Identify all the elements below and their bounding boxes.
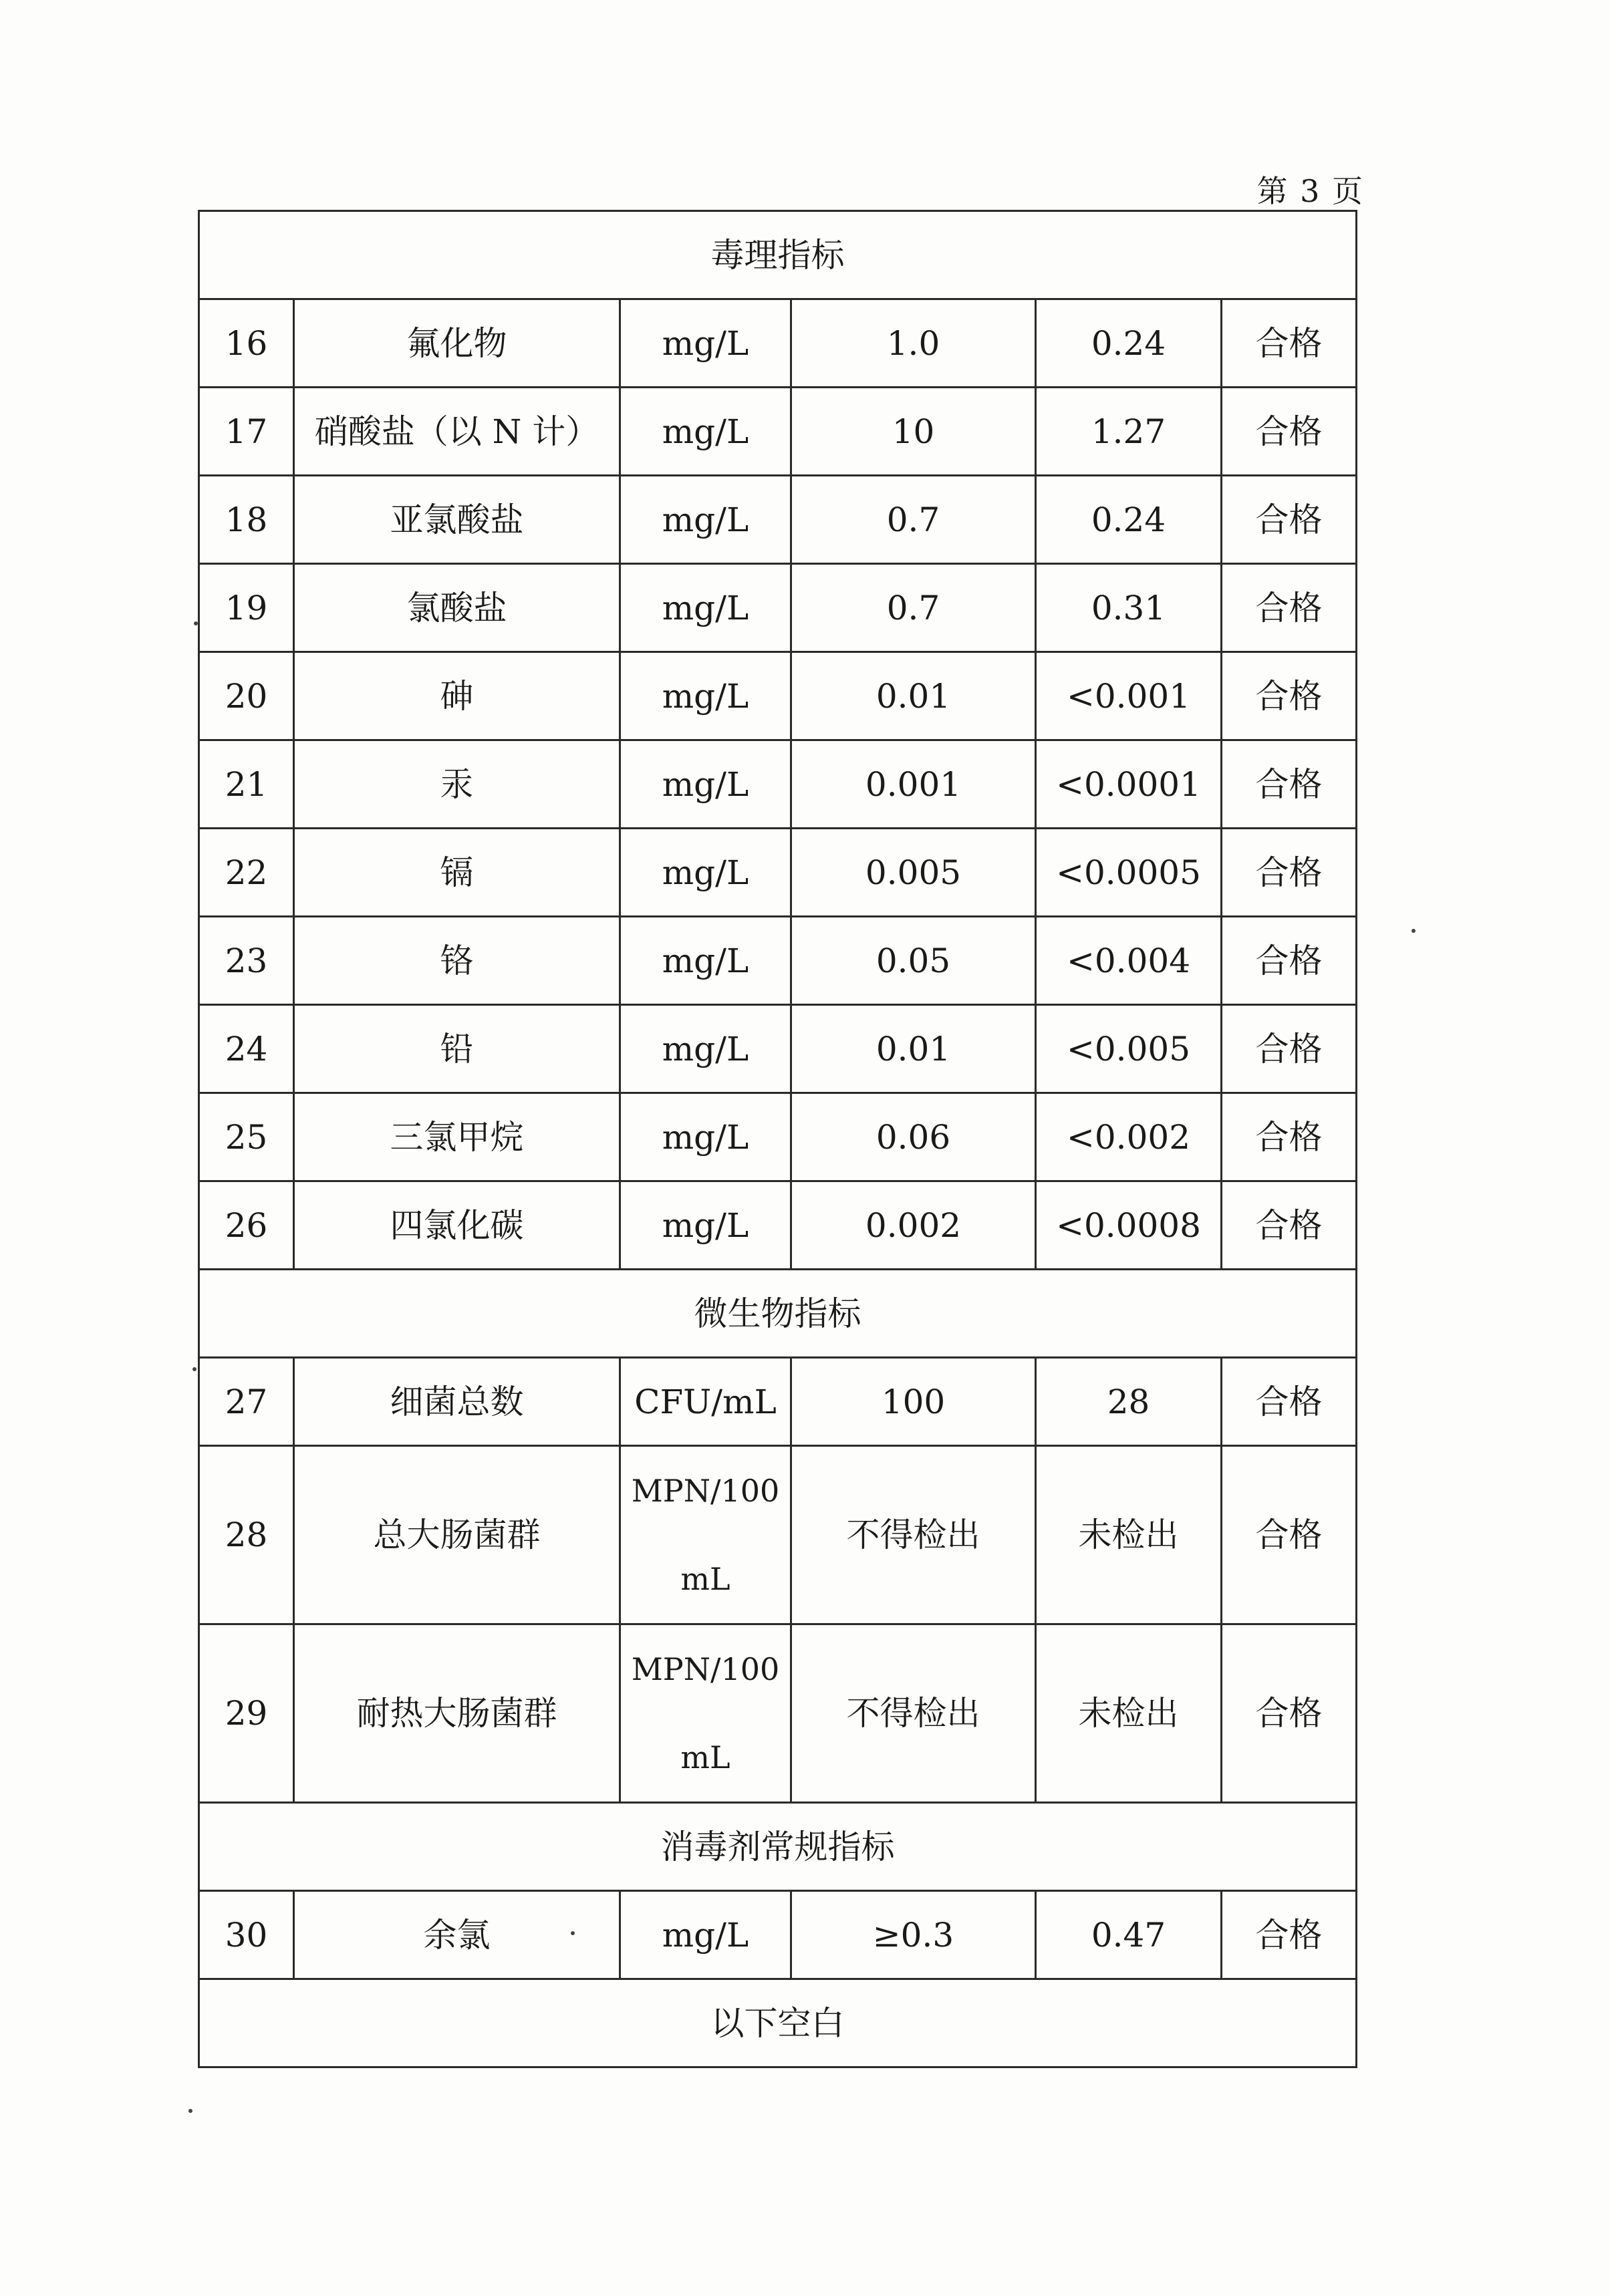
item-number: 30 — [199, 1891, 294, 1979]
verdict: 合格 — [1222, 652, 1357, 740]
item-number: 20 — [199, 652, 294, 740]
table-row — [199, 1446, 1357, 1624]
table-row — [199, 476, 1357, 564]
test-result: <0.001 — [1036, 652, 1222, 740]
table-row — [199, 740, 1357, 829]
item-number: 24 — [199, 1005, 294, 1093]
table-row — [199, 829, 1357, 917]
verdict: 合格 — [1222, 1093, 1357, 1181]
item-name: 砷 — [294, 652, 620, 740]
verdict: 合格 — [1222, 917, 1357, 1005]
item-number: 21 — [199, 740, 294, 829]
standard-limit: 0.06 — [791, 1093, 1036, 1181]
table-row — [199, 1891, 1357, 1979]
standard-limit: 100 — [791, 1358, 1036, 1446]
item-unit: mg/L — [620, 388, 791, 476]
verdict: 合格 — [1222, 740, 1357, 829]
item-name: 铅 — [294, 1005, 620, 1093]
table-row — [199, 388, 1357, 476]
item-name: 氯酸盐 — [294, 564, 620, 652]
standard-limit: 0.7 — [791, 564, 1036, 652]
scan-speck — [188, 2109, 192, 2113]
verdict: 合格 — [1222, 1446, 1357, 1624]
standard-limit: 10 — [791, 388, 1036, 476]
table-row — [199, 564, 1357, 652]
test-results-table — [198, 210, 1357, 2068]
table-row — [199, 299, 1357, 388]
verdict: 合格 — [1222, 1181, 1357, 1270]
item-name: 铬 — [294, 917, 620, 1005]
item-number: 23 — [199, 917, 294, 1005]
scan-speck — [1412, 929, 1416, 933]
item-unit-line1: MPN/100 — [631, 1651, 780, 1687]
scan-speck — [571, 1931, 575, 1935]
standard-limit: 0.001 — [791, 740, 1036, 829]
item-unit: mg/L — [620, 1005, 791, 1093]
verdict: 合格 — [1222, 1891, 1357, 1979]
item-unit: mg/L — [620, 564, 791, 652]
test-result: <0.0001 — [1036, 740, 1222, 829]
item-name: 硝酸盐（以 N 计） — [294, 388, 620, 476]
test-result: 0.24 — [1036, 299, 1222, 388]
standard-limit: 0.005 — [791, 829, 1036, 917]
test-result: <0.004 — [1036, 917, 1222, 1005]
item-name: 镉 — [294, 829, 620, 917]
item-name: 余氯 — [294, 1891, 620, 1979]
verdict: 合格 — [1222, 476, 1357, 564]
table-row — [199, 1093, 1357, 1181]
table-row — [199, 1358, 1357, 1446]
table-row — [199, 1005, 1357, 1093]
verdict: 合格 — [1222, 829, 1357, 917]
item-unit-line2: mL — [680, 1739, 730, 1775]
item-unit — [620, 1446, 791, 1624]
standard-limit: 不得检出 — [791, 1624, 1036, 1803]
item-name: 氟化物 — [294, 299, 620, 388]
item-number: 26 — [199, 1181, 294, 1270]
table-row — [199, 1181, 1357, 1270]
verdict: 合格 — [1222, 299, 1357, 388]
item-number: 19 — [199, 564, 294, 652]
test-result: 0.31 — [1036, 564, 1222, 652]
verdict: 合格 — [1222, 1624, 1357, 1803]
standard-limit: ≥0.3 — [791, 1891, 1036, 1979]
item-name: 耐热大肠菌群 — [294, 1624, 620, 1803]
item-unit: mg/L — [620, 1181, 791, 1270]
section-header-row — [199, 1803, 1357, 1891]
item-unit: mg/L — [620, 917, 791, 1005]
item-number: 17 — [199, 388, 294, 476]
blank-below-note: 以下空白 — [199, 1979, 1357, 2067]
section-title: 毒理指标 — [199, 211, 1357, 299]
item-unit — [620, 1624, 791, 1803]
item-number: 29 — [199, 1624, 294, 1803]
item-unit: mg/L — [620, 476, 791, 564]
item-number: 28 — [199, 1446, 294, 1624]
test-result: <0.005 — [1036, 1005, 1222, 1093]
item-number: 25 — [199, 1093, 294, 1181]
test-result: <0.0005 — [1036, 829, 1222, 917]
item-name: 细菌总数 — [294, 1358, 620, 1446]
page-number: 第 3 页 — [1256, 173, 1364, 209]
standard-limit: 0.01 — [791, 652, 1036, 740]
item-name: 三氯甲烷 — [294, 1093, 620, 1181]
standard-limit: 0.002 — [791, 1181, 1036, 1270]
scan-speck — [194, 621, 198, 625]
item-name: 四氯化碳 — [294, 1181, 620, 1270]
section-title: 微生物指标 — [199, 1270, 1357, 1358]
standard-limit: 0.7 — [791, 476, 1036, 564]
test-result: 未检出 — [1036, 1624, 1222, 1803]
item-unit: mg/L — [620, 740, 791, 829]
item-name: 亚氯酸盐 — [294, 476, 620, 564]
test-result: 0.24 — [1036, 476, 1222, 564]
section-header-row — [199, 211, 1357, 299]
section-header-row — [199, 1270, 1357, 1358]
item-name: 总大肠菌群 — [294, 1446, 620, 1624]
item-number: 18 — [199, 476, 294, 564]
test-result: 1.27 — [1036, 388, 1222, 476]
item-number: 22 — [199, 829, 294, 917]
section-title: 消毒剂常规指标 — [199, 1803, 1357, 1891]
standard-limit: 不得检出 — [791, 1446, 1036, 1624]
verdict: 合格 — [1222, 1358, 1357, 1446]
test-result: 0.47 — [1036, 1891, 1222, 1979]
item-unit: mg/L — [620, 299, 791, 388]
item-unit-line1: MPN/100 — [631, 1473, 780, 1509]
verdict: 合格 — [1222, 1005, 1357, 1093]
verdict: 合格 — [1222, 564, 1357, 652]
footer-row — [199, 1979, 1357, 2067]
test-result: <0.002 — [1036, 1093, 1222, 1181]
standard-limit: 1.0 — [791, 299, 1036, 388]
table-row — [199, 652, 1357, 740]
item-unit: mg/L — [620, 1891, 791, 1979]
verdict: 合格 — [1222, 388, 1357, 476]
test-result: 未检出 — [1036, 1446, 1222, 1624]
item-number: 27 — [199, 1358, 294, 1446]
item-number: 16 — [199, 299, 294, 388]
test-result: <0.0008 — [1036, 1181, 1222, 1270]
test-result: 28 — [1036, 1358, 1222, 1446]
item-unit: CFU/mL — [620, 1358, 791, 1446]
item-unit: mg/L — [620, 652, 791, 740]
standard-limit: 0.05 — [791, 917, 1036, 1005]
table-row — [199, 1624, 1357, 1803]
scan-speck — [192, 1367, 196, 1371]
item-unit-line2: mL — [680, 1561, 730, 1597]
item-name: 汞 — [294, 740, 620, 829]
standard-limit: 0.01 — [791, 1005, 1036, 1093]
item-unit: mg/L — [620, 1093, 791, 1181]
table-row — [199, 917, 1357, 1005]
item-unit: mg/L — [620, 829, 791, 917]
